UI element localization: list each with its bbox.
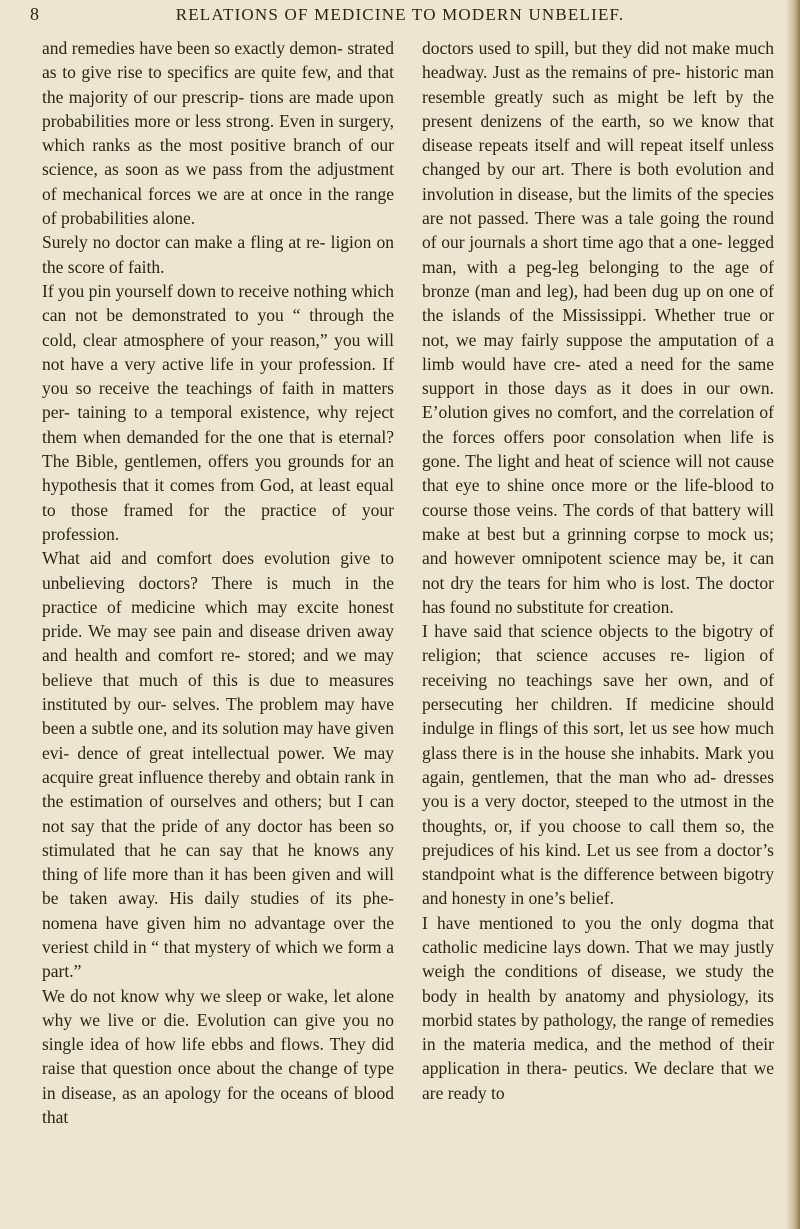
running-title: RELATIONS OF MEDICINE TO MODERN UNBELIEF. — [175, 5, 625, 24]
left-column — [42, 36, 394, 1221]
paragraph: Surely no doctor can make a fling at re- ligion on the score of faith. — [42, 232, 394, 277]
paragraph: We do not know why we sleep or wake, let alone why we live or die. Evolution can give you no single idea of how life ebbs and flows. They did raise that question once about the change of type in disease, as an apology for the oceans of blood that — [42, 985, 394, 1128]
paragraph: What aid and comfort does evolution give to unbelieving doctors? There is much in the practice of medicine which may excite honest pride. We may see pain and disease driven away and health and comfort re- stored; and we may believe that much of this is due to measures instituted by our- selves. The problem may have been a subtle one, and its solution may have given evi- dence of great intellectual power. We may acquire great influence thereby and obtain rank in the estimation of ourselves and others; but I can not say that the pride of any doctor has been so stimulated that he can say that he knows any thing of life more than it has been given and will be taken away. His daily studies of its phe- nomena have given him no advantage over the veriest child in “ that mystery of which we form a part.” — [42, 548, 394, 982]
paragraph: I have mentioned to you the only dogma that catholic medicine lays down. That we may justly weigh the conditions of disease, we study the body in health by anatomy and physiology, its morbid states by pathology, the range of remedies in the materia medica, and the method of their application in thera- peutics. We declare that we are ready to — [422, 912, 774, 1103]
right-column — [422, 36, 774, 1221]
paragraph: doctors used to spill, but they did not make much headway. Just as the remains of pre- historic man resemble greatly such as might be left by the present denizens of the earth, so we know that disease repeats itself and will repeat itself unless changed by our art. There is both evolution and involution in disease, but the limits of the species are not passed. There was a tale going the round of our journals a short time ago that a one- legged man, with a peg-leg belonging to the age of bronze (man and leg), had been dug up on one of the islands of the Mississippi. Whether true or not, we may fairly suppose the amputation of a limb would have cre- ated a need for the same support in those days as it does in our own. E’olution gives no comfort, and the correlation of the forces offers poor consolation when life is gone. The light and heat of science will not cause that eye to shine once more or the life-blood to course those veins. The cords of that battery will make at best but a grinning corpse to mock us; and however omnipotent science may be, it can not dry the tears for him who is lost. The doctor has found no substitute for creation. — [422, 38, 774, 617]
paragraph: and remedies have been so exactly demon- strated as to give rise to specifics are quite few, and that the majority of our prescrip- tions are made upon probabilities more or less strong. Even in surgery, which ranks as the most positive branch of our science, as soon as we pass from the adjustment of mechanical forces we are at once in the range of probabilities alone. — [42, 38, 394, 229]
running-header — [30, 4, 770, 30]
page-edge-stain — [786, 0, 800, 1229]
paragraph: I have said that science objects to the bigotry of religion; that science accuses re- ligion of receiving no teachings save her own, and of persecuting her children. If medicine should indulge in flings of this sort, let us see how much glass there is in the house she inhabits. Mark you again, gentlemen, that the man who ad- dresses you is a very doctor, steeped to the utmost in the thoughts, or, if you choose to call them so, the prejudices of his kind. Let us see from a doctor’s standpoint what is the difference between bigotry and honesty in one’s belief. — [422, 621, 774, 909]
text-columns — [42, 36, 774, 1221]
page-number: 8 — [30, 4, 40, 24]
paragraph: If you pin yourself down to receive nothing which can not be demonstrated to you “ through the cold, clear atmosphere of your reason,” you will not have a very active life in your profession. If you so receive the teachings of faith in matters per- taining to a temporal existence, why reject them when demanded for the one that is eternal? The Bible, gentlemen, offers you grounds for an hypothesis that it comes from God, at least equal to those framed for the practice of your profession. — [42, 280, 394, 544]
